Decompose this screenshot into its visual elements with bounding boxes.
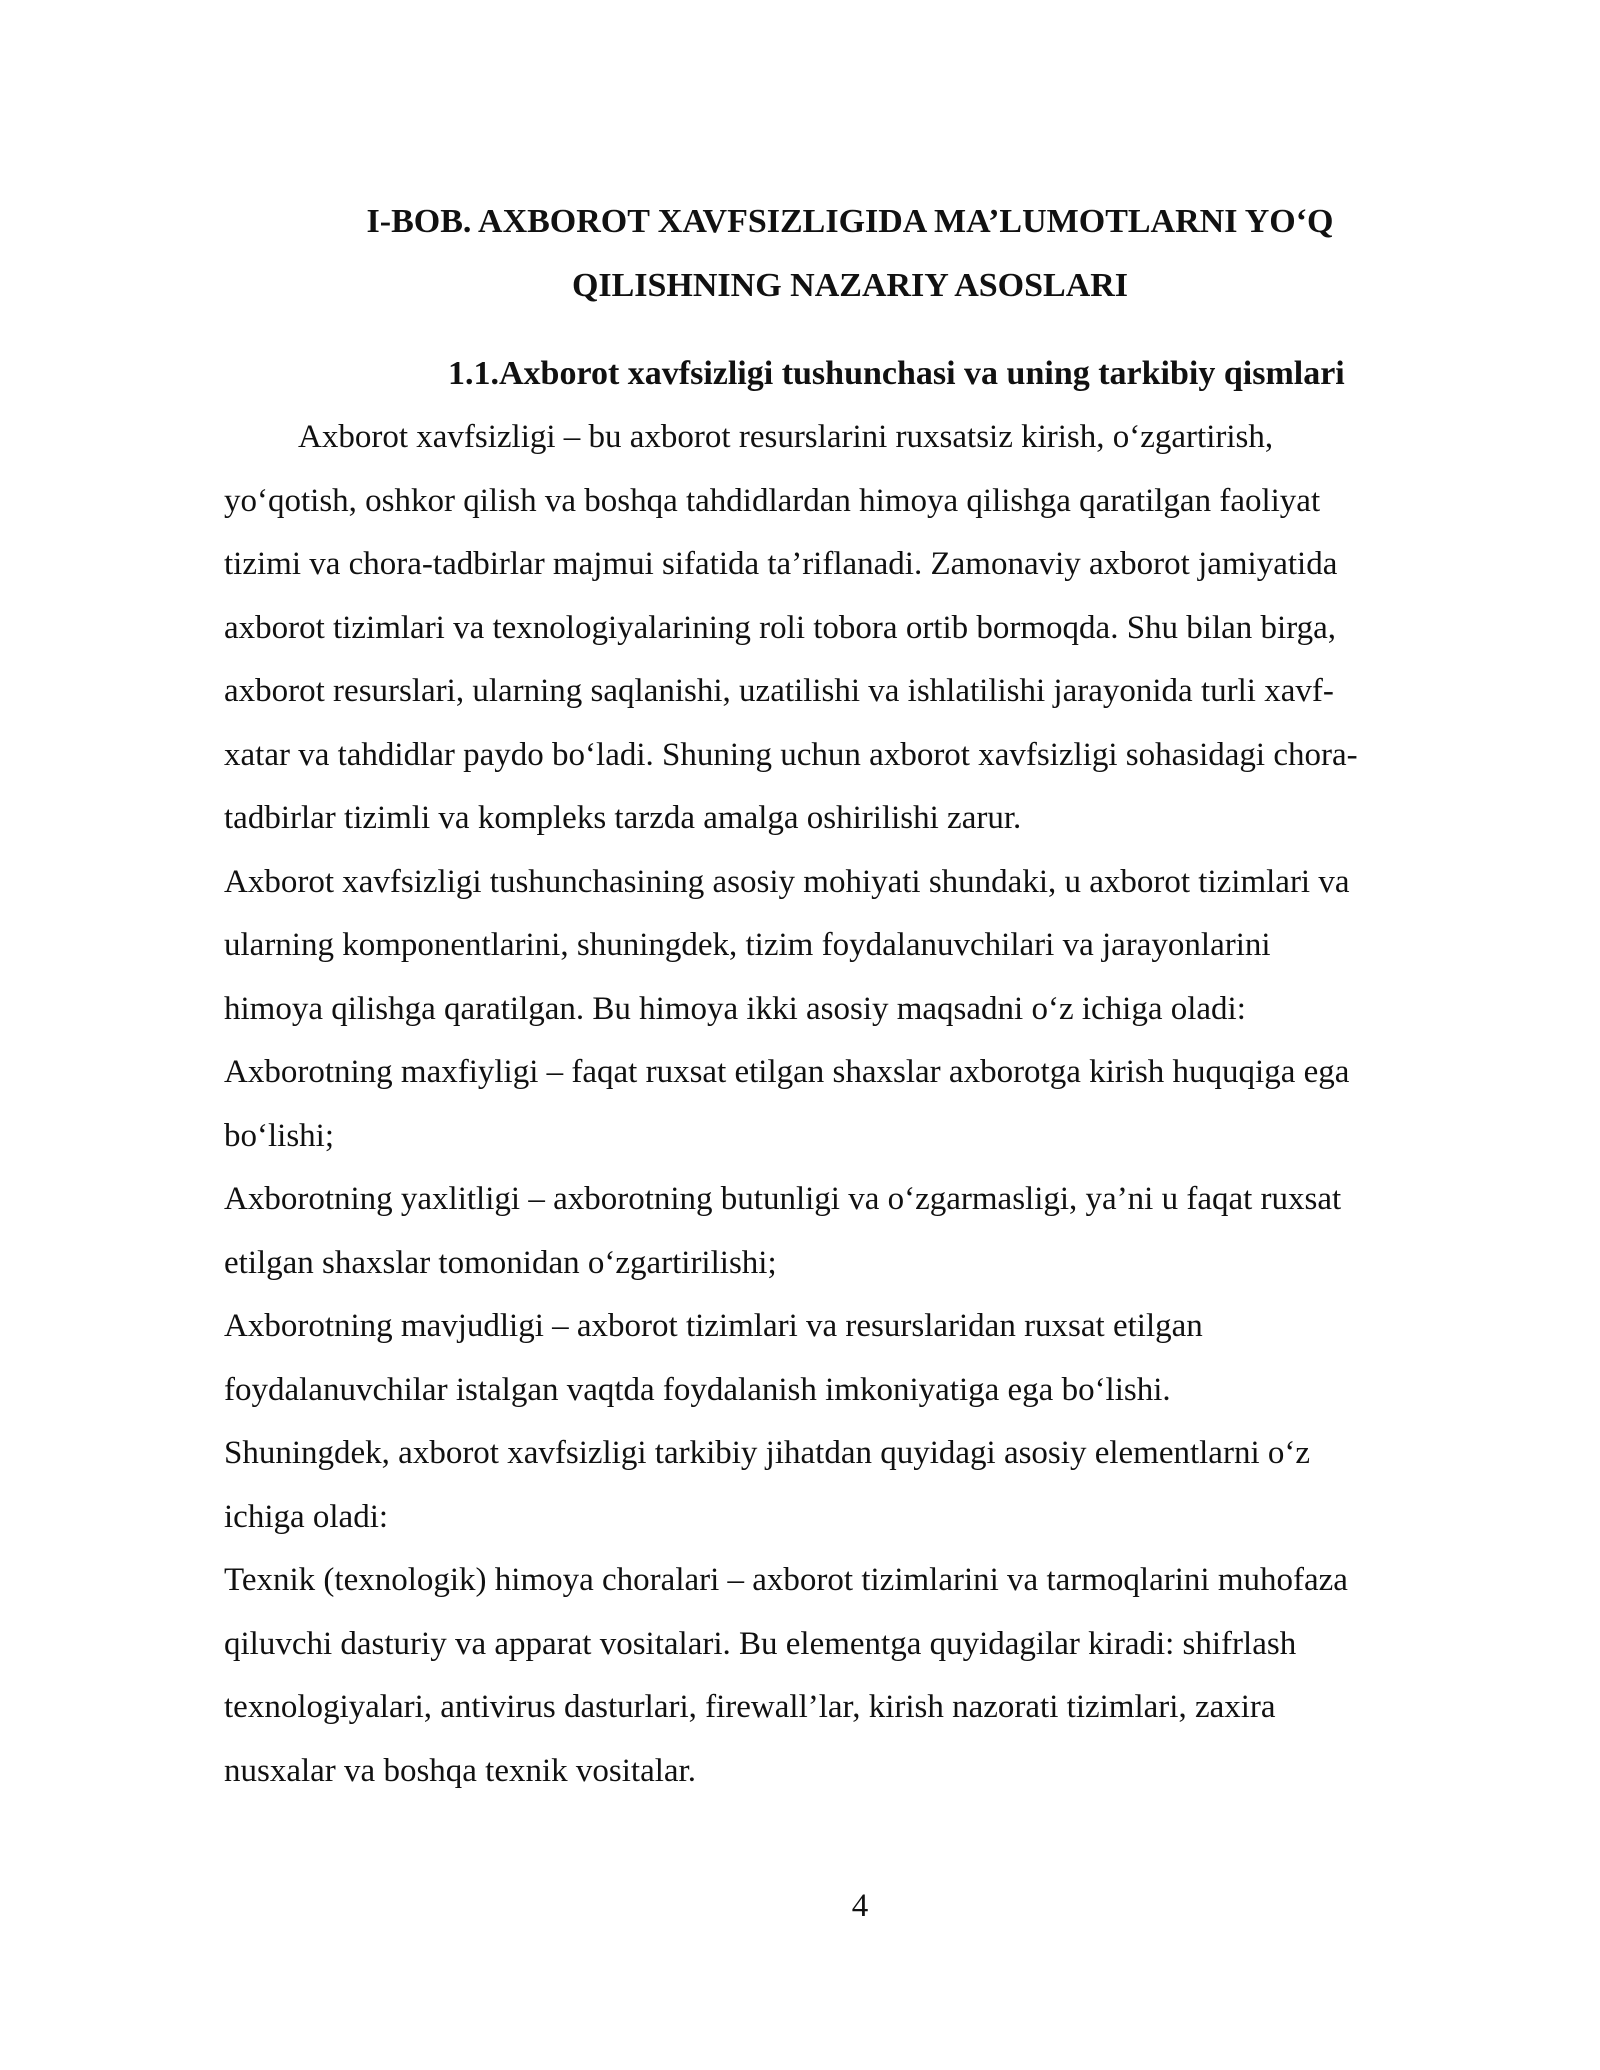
- body-line: Axborotning mavjudligi – axborot tizimlari va resurslaridan ruxsat etilgan: [224, 1308, 1203, 1344]
- body-line: yo‘qotish, oshkor qilish va boshqa tahdidlardan himoya qilishga qaratilgan faoliyat: [224, 482, 1321, 519]
- body-line: Texnik (texnologik) himoya choralari – axborot tizimlarini va tarmoqlarini muhofaza: [224, 1562, 1348, 1598]
- body-line: etilgan shaxslar tomonidan o‘zgartirilishi;: [224, 1244, 777, 1281]
- body-line: Axborot xavfsizligi tushunchasining asosiy mohiyati shundaki, u axborot tizimlari va: [224, 863, 1350, 900]
- body-line: tadbirlar tizimli va kompleks tarzda amalga oshirilishi zarur.: [224, 800, 1022, 836]
- body-line: bo‘lishi;: [224, 1117, 335, 1154]
- body-line: Axborot xavfsizligi – bu axborot resurslarini ruxsatsiz kirish, o‘zgartirish,: [298, 419, 1274, 455]
- body-line: himoya qilishga qaratilgan. Bu himoya ikki asosiy maqsadni o‘z ichiga oladi:: [224, 990, 1246, 1027]
- body-text: [224, 406, 1488, 1803]
- body-line: foydalanuvchilar istalgan vaqtda foydalanish imkoniyatiga ega bo‘lishi.: [224, 1371, 1171, 1408]
- page-number: 4: [851, 1888, 869, 1924]
- chapter-title: [200, 190, 1500, 318]
- chapter-title-line-1: I-BOB. AXBOROT XAVFSIZLIGIDA MA’LUMOTLARNI YO‘Q: [366, 203, 1334, 240]
- body-line: ularning komponentlarini, shuningdek, tizim foydalanuvchilari va jarayonlarini: [224, 927, 1271, 963]
- body-line: Axborotning yaxlitligi – axborotning butunligi va o‘zgarmasligi, ya’ni u faqat ruxsat: [224, 1181, 1342, 1217]
- body-line: tizimi va chora-tadbirlar majmui sifatida ta’riflanadi. Zamonaviy axborot jamiyatida: [224, 546, 1338, 582]
- body-line: nusxalar va boshqa texnik vositalar.: [224, 1752, 696, 1789]
- body-line: qiluvchi dasturiy va apparat vositalari. Bu elementga quyidagilar kiradi: shifrlash: [224, 1625, 1297, 1662]
- chapter-title-line-2: QILISHNING NAZARIY ASOSLARI: [571, 267, 1129, 304]
- body-line: xatar va tahdidlar paydo bo‘ladi. Shuning uchun axborot xavfsizligi sohasidagi chora-: [224, 736, 1358, 773]
- body-line: Shuningdek, axborot xavfsizligi tarkibiy jihatdan quyidagi asosiy elementlarni o‘z: [224, 1435, 1311, 1471]
- body-line: axborot tizimlari va texnologiyalarining roli tobora ortib bormoqda. Shu bilan birga,: [224, 609, 1336, 646]
- body-line: Axborotning maxfiyligi – faqat ruxsat etilgan shaxslar axborotga kirish huquqiga ega: [224, 1054, 1350, 1090]
- body-line: texnologiyalari, antivirus dasturlari, firewall’lar, kirish nazorati tizimlari, zaxira: [224, 1689, 1276, 1725]
- body-line: ichiga oladi:: [224, 1498, 389, 1535]
- body-line: axborot resurslari, ularning saqlanishi, uzatilishi va ishlatilishi jarayonida turli xavf-: [224, 673, 1334, 709]
- section-title: 1.1.Axborot xavfsizligi tushunchasi va uning tarkibiy qismlari: [448, 355, 1345, 392]
